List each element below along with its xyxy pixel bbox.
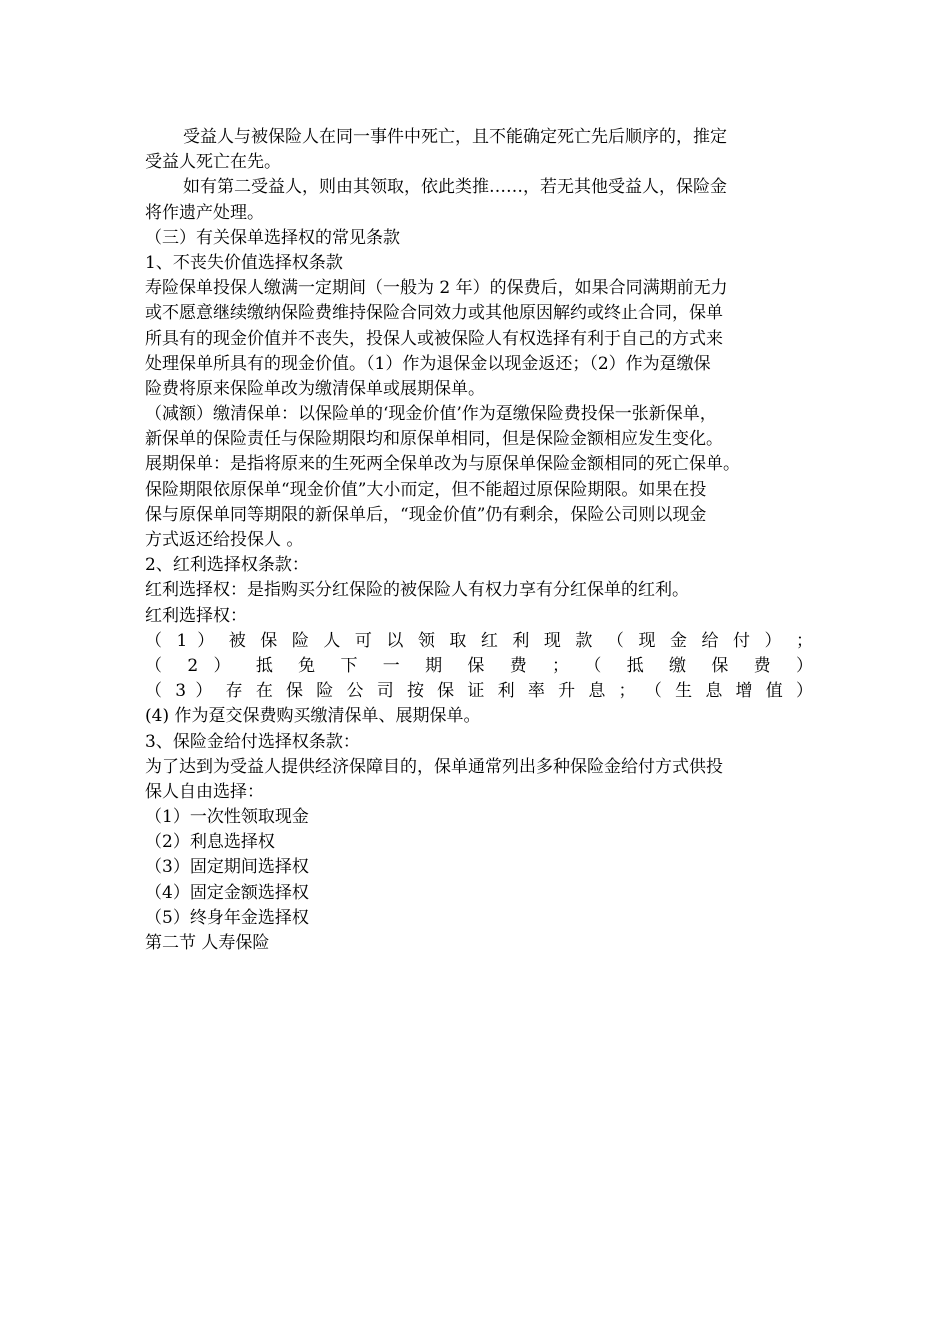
text-line: 展期保单：是指将原来的生死两全保单改为与原保单保险金额相同的死亡保单。 [145,454,740,475]
subsection-heading: 3、保险金给付选择权条款： [145,731,360,752]
list-item: （5）终身年金选择权 [145,907,309,928]
text-line: 保与原保单同等期限的新保单后，“现金价值”仍有剩余，保险公司则以现金 [145,504,707,525]
text-line: 或不愿意继续缴纳保险费维持保险合同效力或其他原因解约或终止合同，保单 [145,303,723,324]
text-line: （减额）缴清保单：以保险单的‘现金价值’作为趸缴保险费投保一张新保单， [145,404,717,425]
text-line: 如有第二受益人，则由其领取，依此类推……，若无其他受益人，保险金 [183,177,727,198]
text-line: 寿险保单投保人缴满一定期间（一般为 2 年）的保费后，如果合同满期前无力 [145,278,728,299]
text-line: 新保单的保险责任与保险期限均和原保单相同，但是保险金额相应发生变化。 [145,429,723,450]
list-item: （ 1 ） 被 保 险 人 可 以 领 取 红 利 现 款 （ 现 金 给 付 ） ； [145,630,813,651]
subsection-heading: 1、不丧失价值选择权条款 [145,252,343,273]
list-item: （1）一次性领取现金 [145,807,309,828]
list-item: （ 3 ） 存 在 保 险 公 司 按 保 证 利 率 升 息 ； （ 生 息 增 值 ） [145,681,813,702]
text-line: 红利选择权：是指购买分红保险的被保险人有权力享有分红保单的红利。 [145,580,689,601]
text-line: 受益人死亡在先。 [145,152,281,173]
text-line: 将作遗产处理。 [145,202,264,223]
text-line: 为了达到为受益人提供经济保障目的，保单通常列出多种保险金给付方式供投 [145,756,723,777]
document-page [145,125,813,956]
list-item: （3）固定期间选择权 [145,857,309,878]
subsection-heading: 2、红利选择权条款： [145,555,309,576]
text-line: 保险期限依原保单“现金价值”大小而定，但不能超过原保险期限。如果在投 [145,479,707,500]
text-line: 受益人与被保险人在同一事件中死亡，且不能确定死亡先后顺序的，推定 [183,127,727,147]
section-heading: （三）有关保单选择权的常见条款 [145,227,400,248]
text-line: 处理保单所具有的现金价值。（1）作为退保金以现金返还；（2）作为趸缴保 [145,353,711,374]
list-item: （2）利息选择权 [145,832,275,853]
list-item: （4）固定金额选择权 [145,882,309,903]
list-item: （ 2 ） 抵 免 下 一 期 保 费 ； （ 抵 缴 保 费 ） [145,655,813,676]
chapter-heading: 第二节 人寿保险 [145,933,270,953]
text-line: 保人自由选择： [145,781,264,802]
text-line: 红利选择权： [145,605,247,626]
text-line: 方式返还给投保人 。 [145,530,304,550]
list-item: (4) 作为趸交保费购买缴清保单、展期保单。 [145,706,481,727]
text-line: 所具有的现金价值并不丧失，投保人或被保险人有权选择有利于自己的方式来 [145,328,723,349]
text-line: 险费将原来保险单改为缴清保单或展期保单。 [145,378,485,399]
